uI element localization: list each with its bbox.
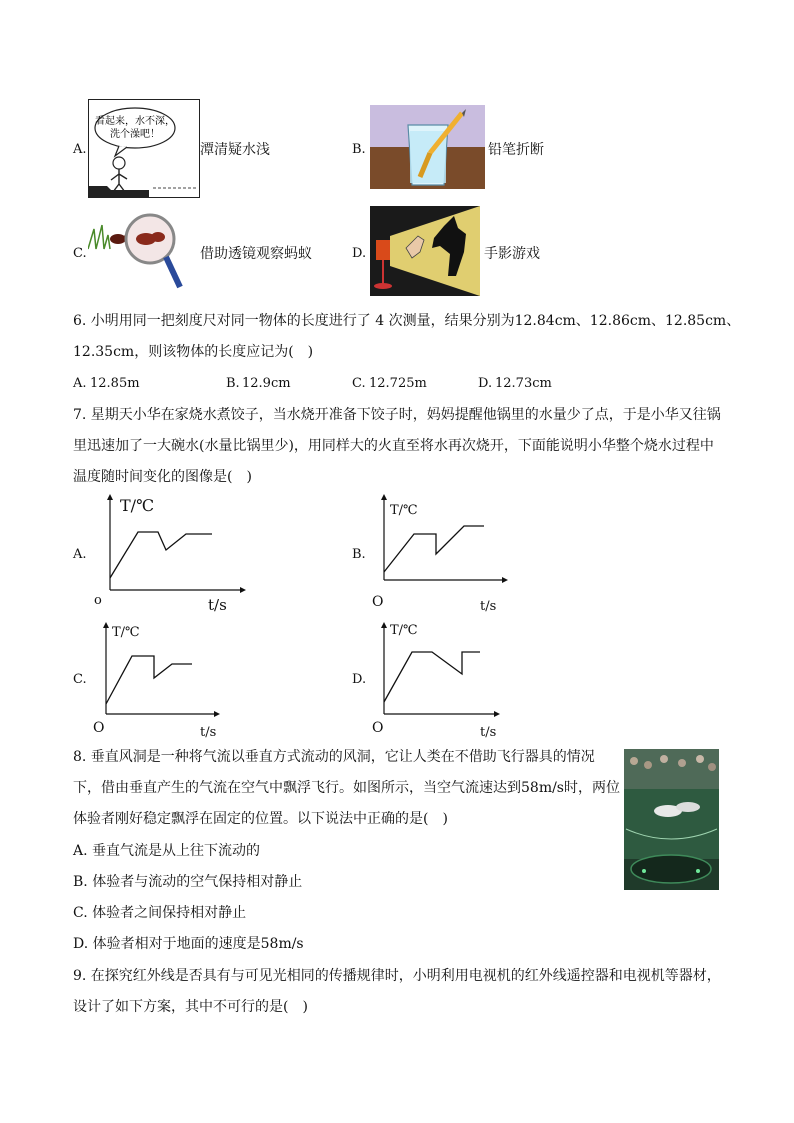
q7-graph-d-curve (384, 652, 480, 702)
q8-stem-line3: 体验者刚好稳定飘浮在固定的位置。以下说法中正确的是( ) (73, 811, 448, 827)
q6-option-c-value: 12.725m (369, 376, 427, 391)
q6-stem-line1: 6. 小明用同一把刻度尺对同一物体的长度进行了 4 次测量，结果分别为12.84cm、12.86cm、12.85cm、 (73, 313, 741, 329)
q7-graph-b (368, 492, 528, 617)
q5-option-c-caption: 借助透镜观察蚂蚁 (200, 246, 312, 262)
q8-stem-line1: 8. 垂直风洞是一种将气流以垂直方式流动的风洞，它让人类在不借助飞行器具的情况 (73, 749, 595, 765)
q5-a-speech-line2: 洗个澡吧！ (110, 129, 160, 140)
q5-option-b-caption: 铅笔折断 (488, 142, 544, 158)
q7-graph-d-ylabel: T/℃ (390, 623, 418, 638)
q7-graph-a-origin: o (94, 593, 102, 608)
q6-stem-line2: 12.35cm，则该物体的长度应记为( ) (73, 344, 314, 360)
q5-option-a-caption: 潭清疑水浅 (200, 142, 270, 158)
q5-option-a-letter: A. (73, 142, 87, 157)
q7-graph-a-letter: A. (73, 547, 87, 562)
q7-graph-b-curve (384, 526, 484, 572)
q7-graph-a (90, 492, 250, 617)
q8-option-c: C. 体验者之间保持相对静止 (73, 905, 247, 921)
q7-graph-a-xlabel: t/s (208, 596, 227, 614)
q7-graph-b-letter: B. (352, 547, 366, 562)
q8-wind-tunnel-photo (624, 749, 719, 890)
q8-option-b: B. 体验者与流动的空气保持相对静止 (73, 874, 303, 890)
q7-graph-c (90, 618, 250, 743)
q5-option-c-image (88, 209, 198, 295)
q6-option-b-value: 12.9cm (242, 376, 291, 391)
q9-stem-line2: 设计了如下方案，其中不可行的是( ) (73, 999, 308, 1015)
q5-option-d-letter: D. (352, 246, 367, 261)
q7-graph-d-xlabel: t/s (480, 725, 497, 740)
q7-graph-c-origin: O (93, 720, 105, 736)
q5-option-c-letter: C. (73, 246, 87, 261)
q7-stem-line3: 温度随时间变化的图像是( ) (73, 469, 252, 485)
q7-graph-b-xlabel: t/s (480, 599, 497, 614)
q7-stem-line2: 里迅速加了一大碗水(水量比锅里少)，用同样大的火直至将水再次烧开，下面能说明小华整个烧水过程中 (73, 438, 714, 454)
q7-graph-d-origin: O (372, 720, 384, 736)
q6-option-b-letter: B. (226, 376, 240, 391)
q5-option-d-caption: 手影游戏 (484, 246, 540, 262)
q7-graph-b-origin: O (372, 594, 384, 610)
q7-stem-line1: 7. 星期天小华在家烧水煮饺子，当水烧开准备下饺子时，妈妈提醒他锅里的水量少了点，于是小华又往锅 (73, 407, 721, 423)
q8-option-d: D. 体验者相对于地面的速度是58m/s (73, 936, 304, 952)
q6-option-d-letter: D. (478, 376, 493, 391)
q6-option-d-value: 12.73cm (495, 376, 552, 391)
q5-option-b-image (370, 105, 485, 189)
q5-option-b-letter: B. (352, 142, 366, 157)
q7-graph-c-ylabel: T/℃ (112, 625, 140, 640)
q8-option-a: A. 垂直气流是从上往下流动的 (73, 843, 261, 859)
q7-graph-a-curve (110, 532, 212, 578)
q7-graph-d-letter: D. (352, 672, 367, 687)
q5-a-speech-line1: 看起来，水不深， (95, 116, 175, 127)
q7-graph-c-letter: C. (73, 672, 87, 687)
q7-graph-c-xlabel: t/s (200, 725, 217, 740)
q9-stem-line1: 9. 在探究红外线是否具有与可见光相同的传播规律时，小明利用电视机的红外线遥控器和电视机等器材， (73, 968, 721, 984)
q8-stem-line2: 下，借由垂直产生的气流在空气中飘浮飞行。如图所示，当空气流速达到58m/s时，两位 (73, 780, 620, 796)
q7-graph-c-curve (106, 656, 192, 704)
q5-option-a-image (88, 99, 200, 198)
q5-option-d-image (370, 206, 480, 296)
q7-graph-b-ylabel: T/℃ (390, 503, 418, 518)
q7-graph-d (368, 618, 528, 743)
q6-option-c-letter: C. (352, 376, 366, 391)
q6-option-a-value: 12.85m (90, 376, 140, 391)
q6-option-a-letter: A. (73, 376, 87, 391)
q7-graph-a-ylabel: T/℃ (120, 496, 154, 515)
